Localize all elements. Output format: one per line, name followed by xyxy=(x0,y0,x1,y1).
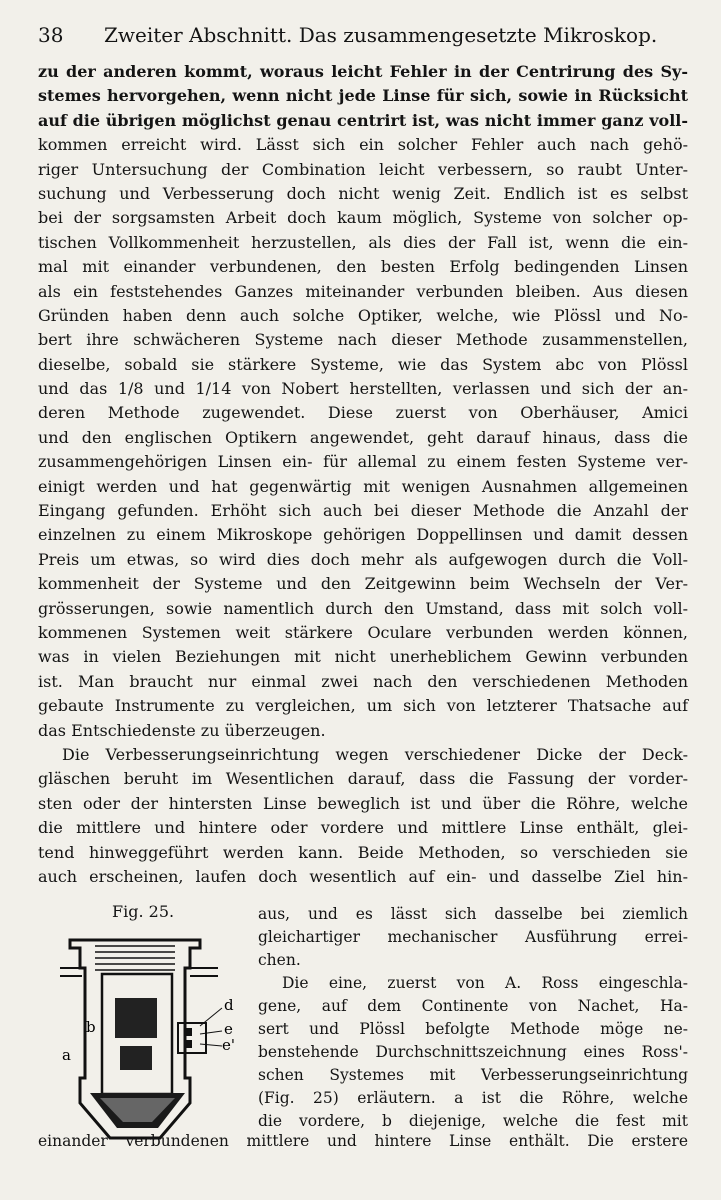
rear-lens xyxy=(115,998,157,1038)
text-line: gene, auf dem Continente von Nachet, Ha- xyxy=(258,997,688,1015)
text-line: gleichartiger mechanischer Ausführung errei- xyxy=(258,928,688,946)
label-a: a xyxy=(62,1046,71,1064)
text-line: mal mit einander verbundenen, den besten Erfolg bedingenden Linsen xyxy=(38,257,688,277)
text-line: grösserungen, sowie namentlich durch den Umstand, dass mit solch voll- xyxy=(38,598,688,618)
text-line: Gründen haben denn auch solche Optiker, welche, wie Plössl und No- xyxy=(38,305,688,325)
text-line: einigt werden und hat gegenwärtig mit wenigen Ausnahmen allgemeinen xyxy=(38,476,688,496)
text-line: einzelnen zu einem Mikroskope gehörigen Doppellinsen und damit dessen xyxy=(38,525,688,545)
leader-line xyxy=(200,1031,222,1034)
collar-screw xyxy=(184,1040,192,1048)
text-line: (Fig. 25) erläutern. a ist die Röhre, welche xyxy=(258,1089,688,1107)
figure-caption: Fig. 25. xyxy=(112,902,175,921)
text-line: bert ihre schwächeren Systeme nach dieser Methode zusammenstellen, xyxy=(38,330,688,350)
text-line: schen Systemes mit Verbesserungseinrichtung xyxy=(258,1066,688,1084)
label-d: d xyxy=(224,996,234,1014)
text-line: sert und Plössl befolgte Methode möge ne- xyxy=(258,1020,688,1038)
label-e: e xyxy=(224,1020,233,1038)
text-line: benstehende Durchschnittszeichnung eines Ross'- xyxy=(258,1043,688,1061)
text-line: kommenen Systemen weit stärkere Oculare verbunden werden können, xyxy=(38,622,688,642)
correction-collar xyxy=(178,1023,206,1053)
figure-wrap-text xyxy=(258,903,688,1133)
text-line: was in vielen Beziehungen mit nicht unerheblichem Gewinn verbunden xyxy=(38,647,688,667)
thread-marks xyxy=(95,946,175,970)
text-line: Preis um etwas, so wird dies doch mehr als aufgewogen durch die Voll- xyxy=(38,549,688,569)
collar-screw xyxy=(184,1028,192,1036)
text-line: auf die übrigen möglichst genau centrirt ist, was nicht immer ganz voll- xyxy=(38,110,688,130)
text-line: dieselbe, sobald sie stärkere Systeme, wie das System abc von Plössl xyxy=(38,354,688,374)
text-line: Die Verbesserungseinrichtung wegen verschiedener Dicke der Deck- xyxy=(62,744,688,764)
text-line: riger Untersuchung der Combination leicht verbessern, so raubt Unter- xyxy=(38,159,688,179)
bottom-text-block xyxy=(38,1130,688,1152)
leader-line xyxy=(200,1044,222,1046)
running-title: Zweiter Abschnitt. Das zusammengesetzte Mikroskop. xyxy=(104,23,658,47)
text-line: und den englischen Optikern angewendet, geht darauf hinaus, dass die xyxy=(38,427,688,447)
text-line: deren Methode zugewendet. Diese zuerst von Oberhäuser, Amici xyxy=(38,403,688,423)
text-line: Eingang gefunden. Erhöht sich auch bei dieser Methode die Anzahl der xyxy=(38,501,688,521)
text-line: als ein feststehendes Ganzes miteinander verbunden bleiben. Aus diesen xyxy=(38,281,688,301)
text-line: einander verbundenen mittlere und hintere Linse enthält. Die erstere xyxy=(38,1132,688,1150)
text-line: gebaute Instrumente zu vergleichen, um sich von letzterer Thatsache auf xyxy=(38,696,688,716)
text-line: die mittlere und hintere oder vordere und mittlere Linse enthält, glei- xyxy=(38,818,688,838)
main-text-block xyxy=(38,60,688,889)
middle-lens xyxy=(120,1046,152,1070)
text-line: tischen Vollkommenheit herzustellen, als dies der Fall ist, wenn die ein- xyxy=(38,232,688,252)
text-line: die vordere, b diejenige, welche die fest mit xyxy=(258,1112,688,1130)
label-b: b xyxy=(86,1018,96,1036)
text-line: kommen erreicht wird. Lässt sich ein solcher Fehler auch nach gehö- xyxy=(38,135,688,155)
text-line: chen. xyxy=(258,951,301,969)
text-line: sten oder der hintersten Linse beweglich ist und über die Röhre, welche xyxy=(38,793,688,813)
text-line: das Entschiedenste zu überzeugen. xyxy=(38,720,326,740)
page-number: 38 xyxy=(38,23,64,47)
text-line: auch erscheinen, laufen doch wesentlich auf ein- und dasselbe Ziel hin- xyxy=(38,866,688,886)
text-line: stemes hervorgehen, wenn nicht jede Linse für sich, sowie in Rücksicht xyxy=(38,86,688,106)
text-line: suchung und Verbesserung doch nicht wenig Zeit. Endlich ist es selbst xyxy=(38,183,688,203)
text-line: zusammengehörigen Linsen ein- für allemal zu einem festen Systeme ver- xyxy=(38,452,688,472)
objective-drawing xyxy=(40,928,245,1153)
running-header xyxy=(38,22,688,48)
text-line: aus, und es lässt sich dasselbe bei ziemlich xyxy=(258,905,688,923)
text-line: gläschen beruht im Wesentlichen darauf, dass die Fassung der vorder- xyxy=(38,769,688,789)
text-line: zu der anderen kommt, woraus leicht Fehler in der Centrirung des Sy- xyxy=(38,62,688,81)
text-line: und das 1/8 und 1/14 von Nobert herstellten, verlassen und sich der an- xyxy=(38,379,688,399)
objective-cross-section-figure xyxy=(40,928,245,1153)
text-line: kommenheit der Systeme und den Zeitgewinn beim Wechseln der Ver- xyxy=(38,574,688,594)
leader-line xyxy=(200,1008,222,1026)
text-line: tend hinweggeführt werden kann. Beide Methoden, so verschieden sie xyxy=(38,842,688,862)
label-e-prime: e' xyxy=(222,1036,236,1054)
text-line: bei der sorgsamsten Arbeit doch kaum möglich, Systeme von solcher op- xyxy=(38,208,688,228)
text-line: Die eine, zuerst von A. Ross eingeschla- xyxy=(282,974,688,992)
text-line: ist. Man braucht nur einmal zwei nach den verschiedenen Methoden xyxy=(38,671,688,691)
